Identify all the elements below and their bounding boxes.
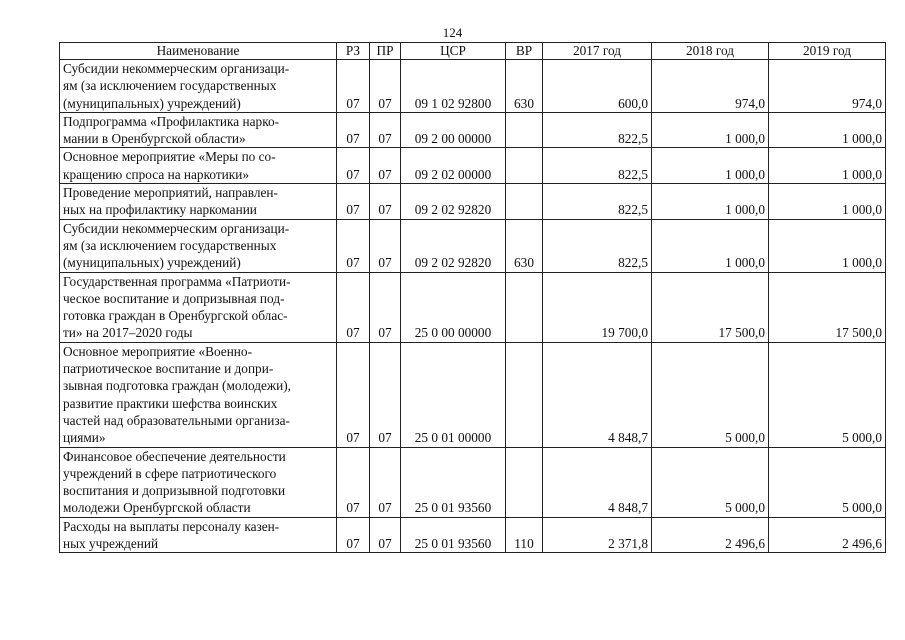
row-2019: 1 000,0 (769, 184, 886, 220)
row-2017: 822,5 (543, 219, 652, 272)
row-2017: 4 848,7 (543, 342, 652, 447)
name-line: Субсидии некоммерческим организаци- (63, 61, 290, 76)
row-2017: 822,5 (543, 148, 652, 184)
row-2017: 822,5 (543, 112, 652, 148)
name-line: развитие практики шефства воинских (63, 395, 278, 411)
name-line: молодежи Оренбургской области (63, 500, 251, 516)
row-pr: 07 (370, 342, 401, 447)
row-vr (506, 184, 543, 220)
row-name (60, 272, 337, 342)
row-rz: 07 (337, 447, 370, 517)
row-vr (506, 447, 543, 517)
budget-table (59, 42, 886, 553)
column-header-csr: ЦСР (401, 43, 506, 60)
row-rz: 07 (337, 219, 370, 272)
name-line: патриотическое воспитание и допри- (63, 361, 274, 377)
name-line: кращению спроса на наркотики» (63, 166, 249, 182)
row-2017: 4 848,7 (543, 447, 652, 517)
row-name (60, 517, 337, 553)
row-rz: 07 (337, 60, 370, 113)
name-line: готовка граждан в Оренбургской облас- (63, 308, 288, 324)
name-line: зывная подготовка граждан (молодежи), (63, 378, 291, 394)
name-line: Основное мероприятие «Военно- (63, 343, 253, 359)
name-line: Подпрограмма «Профилактика нарко- (63, 113, 280, 129)
table-row (60, 148, 886, 184)
row-csr: 09 2 02 92820 (401, 219, 506, 272)
row-csr: 25 0 00 00000 (401, 272, 506, 342)
row-vr: 110 (506, 517, 543, 553)
name-line: ям (за исключением государственных (63, 78, 277, 94)
row-2019: 2 496,6 (769, 517, 886, 553)
page-number: 124 (442, 25, 463, 40)
name-line: ных на профилактику наркомании (63, 202, 257, 218)
column-header-name: Наименование (60, 43, 337, 60)
row-pr: 07 (370, 272, 401, 342)
row-2019: 5 000,0 (769, 342, 886, 447)
name-line: циями» (63, 430, 106, 446)
row-vr: 630 (506, 219, 543, 272)
name-line: ных учреждений (63, 536, 159, 552)
name-line: Государственная программа «Патриоти- (63, 273, 291, 289)
name-line: частей над образовательными организа- (63, 412, 290, 428)
column-header-vr: ВР (506, 43, 543, 60)
row-2018: 974,0 (652, 60, 769, 113)
row-rz: 07 (337, 112, 370, 148)
table-body (60, 60, 886, 553)
row-name (60, 60, 337, 113)
name-line: воспитания и допризывной подготовки (63, 483, 286, 499)
table-row (60, 60, 886, 113)
row-2018: 1 000,0 (652, 112, 769, 148)
row-rz: 07 (337, 517, 370, 553)
column-header-2019: 2019 год (769, 43, 886, 60)
table-row (60, 517, 886, 553)
row-name (60, 447, 337, 517)
name-line: Проведение мероприятий, направлен- (63, 185, 278, 201)
row-2018: 17 500,0 (652, 272, 769, 342)
name-line: ям (за исключением государственных (63, 237, 277, 253)
row-vr: 630 (506, 60, 543, 113)
name-line: Основное мероприятие «Меры по со- (63, 149, 276, 165)
row-vr (506, 342, 543, 447)
row-2018: 5 000,0 (652, 342, 769, 447)
table-row (60, 184, 886, 220)
row-2019: 5 000,0 (769, 447, 886, 517)
row-2019: 974,0 (769, 60, 886, 113)
row-2018: 2 496,6 (652, 517, 769, 553)
column-header-2018: 2018 год (652, 43, 769, 60)
row-2019: 1 000,0 (769, 148, 886, 184)
row-rz: 07 (337, 272, 370, 342)
row-pr: 07 (370, 184, 401, 220)
name-line: (муниципальных) учреждений) (63, 255, 241, 271)
row-pr: 07 (370, 447, 401, 517)
row-pr: 07 (370, 112, 401, 148)
row-vr (506, 272, 543, 342)
row-csr: 09 2 00 00000 (401, 112, 506, 148)
row-name (60, 148, 337, 184)
row-vr (506, 112, 543, 148)
row-name (60, 219, 337, 272)
row-rz: 07 (337, 148, 370, 184)
column-header-2017: 2017 год (543, 43, 652, 60)
row-pr: 07 (370, 219, 401, 272)
column-header-pr: ПР (370, 43, 401, 60)
row-name (60, 112, 337, 148)
row-vr (506, 148, 543, 184)
name-line: мании в Оренбургской области» (63, 131, 246, 147)
row-2018: 1 000,0 (652, 219, 769, 272)
name-line: (муниципальных) учреждений) (63, 95, 241, 111)
row-name (60, 184, 337, 220)
row-csr: 25 0 01 93560 (401, 447, 506, 517)
row-pr: 07 (370, 148, 401, 184)
row-2018: 5 000,0 (652, 447, 769, 517)
row-2017: 600,0 (543, 60, 652, 113)
table-row (60, 112, 886, 148)
row-2017: 19 700,0 (543, 272, 652, 342)
row-pr: 07 (370, 60, 401, 113)
row-rz: 07 (337, 184, 370, 220)
row-2017: 2 371,8 (543, 517, 652, 553)
name-line: Финансовое обеспечение деятельности (63, 448, 286, 464)
name-line: ческое воспитание и допризывная под- (63, 290, 285, 306)
row-csr: 25 0 01 93560 (401, 517, 506, 553)
row-2019: 17 500,0 (769, 272, 886, 342)
table-row (60, 342, 886, 447)
row-csr: 09 2 02 92820 (401, 184, 506, 220)
name-line: ти» на 2017–2020 годы (63, 325, 193, 341)
table-row (60, 219, 886, 272)
row-2018: 1 000,0 (652, 148, 769, 184)
name-line: Расходы на выплаты персоналу казен- (63, 518, 280, 534)
row-csr: 09 1 02 92800 (401, 60, 506, 113)
header-row (60, 43, 886, 60)
table-row (60, 447, 886, 517)
name-line: Субсидии некоммерческим организаци- (63, 220, 290, 236)
row-2019: 1 000,0 (769, 219, 886, 272)
name-line: учреждений в сфере патриотического (63, 465, 277, 481)
row-rz: 07 (337, 342, 370, 447)
row-2018: 1 000,0 (652, 184, 769, 220)
table-row (60, 272, 886, 342)
column-header-rz: РЗ (337, 43, 370, 60)
row-2017: 822,5 (543, 184, 652, 220)
row-pr: 07 (370, 517, 401, 553)
row-csr: 25 0 01 00000 (401, 342, 506, 447)
row-name (60, 342, 337, 447)
row-csr: 09 2 02 00000 (401, 148, 506, 184)
row-2019: 1 000,0 (769, 112, 886, 148)
